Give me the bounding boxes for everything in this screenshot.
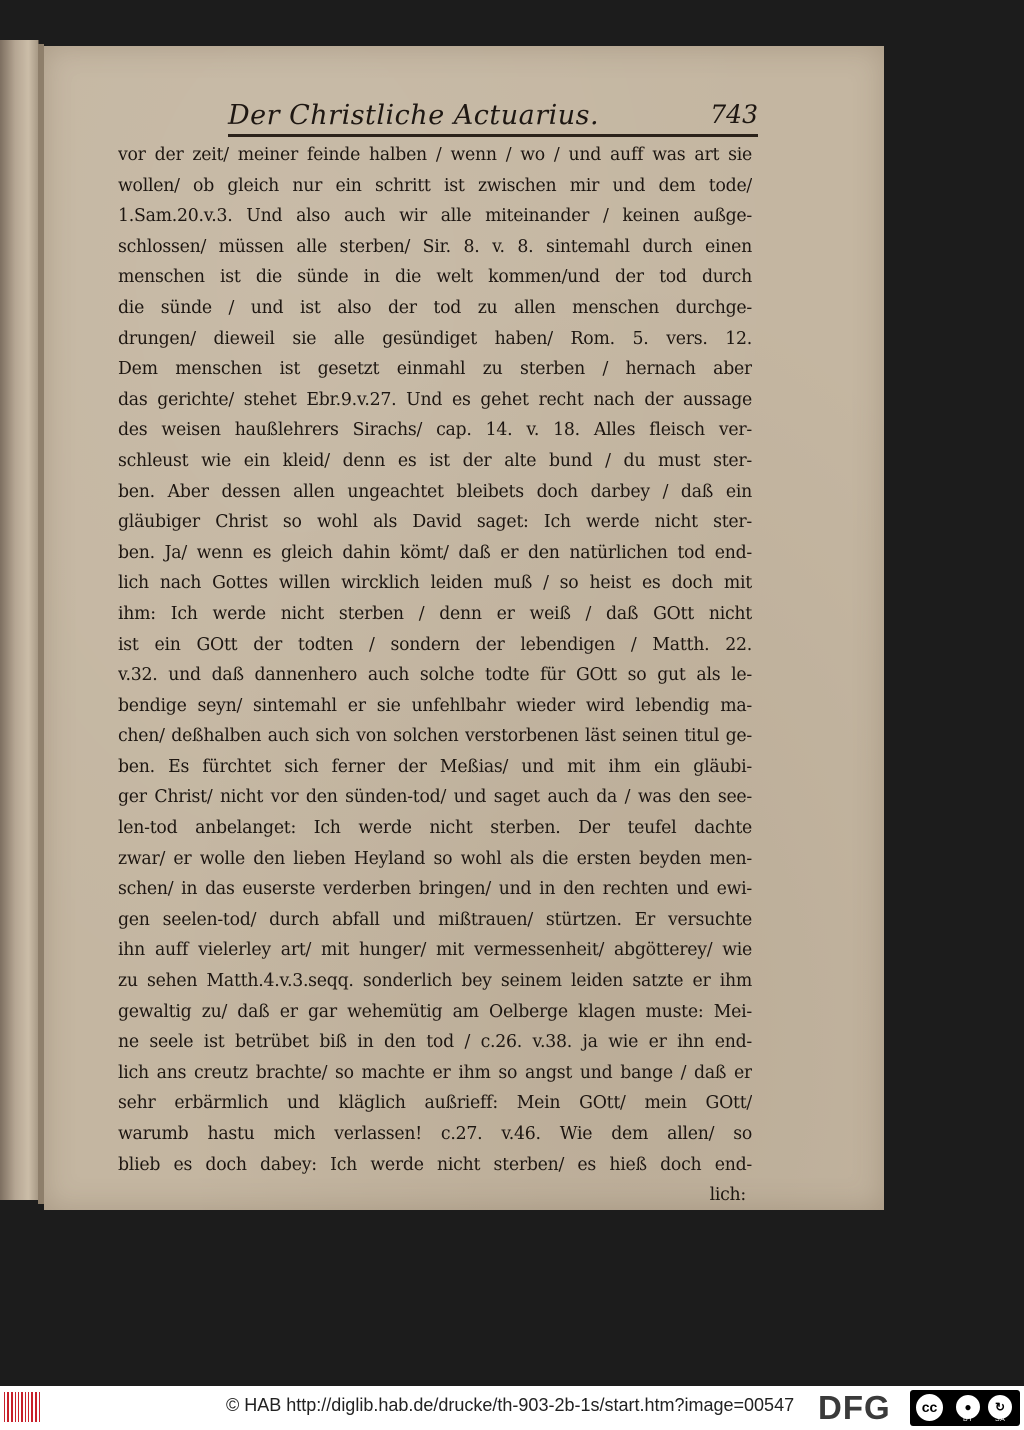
text-line: lich ans creutz brachte/ so machte er ihm so angst und bange / daß er — [118, 1062, 752, 1083]
text-line: warumb hastu mich verlassen! c.27. v.46. Wie dem allen/ so — [118, 1124, 752, 1144]
viewer-footer — [0, 1386, 1024, 1430]
barcode-icon — [4, 1392, 40, 1422]
sa-label: SA — [995, 1416, 1006, 1423]
text-line: ger Christ/ nicht vor den sünden-tod/ und saget auch da / was den see- — [118, 787, 752, 808]
page-text — [118, 140, 752, 1211]
previous-page-edge — [0, 40, 39, 1200]
book-page — [44, 46, 884, 1210]
text-line: schen/ in das euserste verderben bringen/ und in den rechten und ewi- — [118, 879, 752, 900]
text-line: zwar/ er wolle den lieben Heyland so wohl als die ersten beyden men- — [118, 848, 752, 869]
share-alike-icon: ↻ — [986, 1393, 1014, 1421]
text-line: ist ein GOtt der todten / sondern der lebendigen / Matth. 22. — [118, 634, 752, 655]
text-line: len-tod anbelanget: Ich werde nicht sterben. Der teufel dachte — [118, 818, 752, 839]
text-line: Dem menschen ist gesetzt einmahl zu sterben / hernach aber — [118, 359, 752, 380]
running-head-rule — [228, 134, 758, 137]
text-line: des weisen haußlehrers Sirachs/ cap. 14. v. 18. Alles fleisch ver- — [118, 420, 752, 441]
text-line: drungen/ dieweil sie alle gesündiget haben/ Rom. 5. vers. 12. — [118, 328, 752, 349]
page-number: 743 — [710, 100, 758, 129]
source-link[interactable]: © HAB http://diglib.hab.de/drucke/th-903-2b-1s/start.htm?image=00547 — [226, 1395, 795, 1415]
text-line: ben. Ja/ wenn es gleich dahin kömt/ daß er den natürlichen tod end- — [118, 542, 752, 563]
text-line: zu sehen Matth.4.v.3.seqq. sonderlich bey seinem leiden satzte er ihm — [118, 971, 752, 992]
running-head — [228, 98, 758, 138]
text-line: 1.Sam.20.v.3. Und also auch wir alle miteinander / keinen außge- — [118, 206, 752, 227]
by-label: BY — [963, 1416, 974, 1423]
text-line: schlossen/ müssen alle sterben/ Sir. 8. v. 8. sintemahl durch einen — [118, 236, 752, 257]
text-line: ihn auff vielerley art/ mit hunger/ mit vermessenheit/ abgötterey/ wie — [118, 940, 752, 961]
text-line: chen/ deßhalben auch sich von solchen verstorbenen läst seinen titul ge- — [118, 726, 752, 747]
text-line: vor der zeit/ meiner feinde halben / wenn / wo / und auff was art sie — [118, 145, 752, 165]
text-line: gewaltig zu/ daß er gar wehemütig am Oelberge klagen muste: Mei- — [118, 1001, 752, 1022]
text-line: sehr erbärmlich und kläglich außrieff: Mein GOtt/ mein GOtt/ — [118, 1093, 752, 1114]
dfg-logo: DFG — [818, 1389, 891, 1426]
text-line: gläubiger Christ so wohl als David saget: Ich werde nicht ster- — [118, 512, 752, 533]
text-line: das gerichte/ stehet Ebr.9.v.27. Und es gehet recht nach der aussage — [118, 389, 752, 410]
text-line: ne seele ist betrübet biß in den tod / c.26. v.38. ja wie er ihn end- — [118, 1032, 752, 1053]
text-line: lich nach Gottes willen wircklich leiden muß / so heist es doch mit — [118, 573, 752, 594]
text-line: v.32. und daß dannenhero auch solche todte für GOtt so gut als le- — [118, 665, 752, 686]
running-head-title: Der Christliche Actuarius. — [228, 100, 600, 131]
text-line: bendige seyn/ sintemahl er sie unfehlbahr wieder wird lebendig ma- — [118, 695, 752, 716]
text-line: gen seelen-tod/ durch abfall und mißtrauen/ stürtzen. Er versuchte — [118, 909, 752, 930]
person-icon: ● — [954, 1393, 982, 1421]
catchword: lich: — [709, 1185, 746, 1206]
text-line: menschen ist die sünde in die welt kommen/und der tod durch — [118, 267, 752, 288]
text-line: die sünde / und ist also der tod zu allen menschen durchge- — [118, 297, 752, 318]
text-line: wollen/ ob gleich nur ein schritt ist zwischen mir und dem tode/ — [118, 175, 752, 196]
text-line: ben. Aber dessen allen ungeachtet bleibets doch darbey / daß ein — [118, 481, 752, 502]
text-line: ihm: Ich werde nicht sterben / denn er weiß / daß GOtt nicht — [118, 603, 752, 624]
cc-icon: cc — [914, 1392, 945, 1423]
text-line: schleust wie ein kleid/ denn es ist der alte bund / du must ster- — [118, 450, 752, 471]
text-line: blieb es doch dabey: Ich werde nicht sterben/ es hieß doch end- — [118, 1154, 752, 1175]
cc-license-badge[interactable] — [910, 1390, 1020, 1426]
text-line: ben. Es fürchtet sich ferner der Meßias/ und mit ihm ein gläubi- — [118, 756, 752, 777]
